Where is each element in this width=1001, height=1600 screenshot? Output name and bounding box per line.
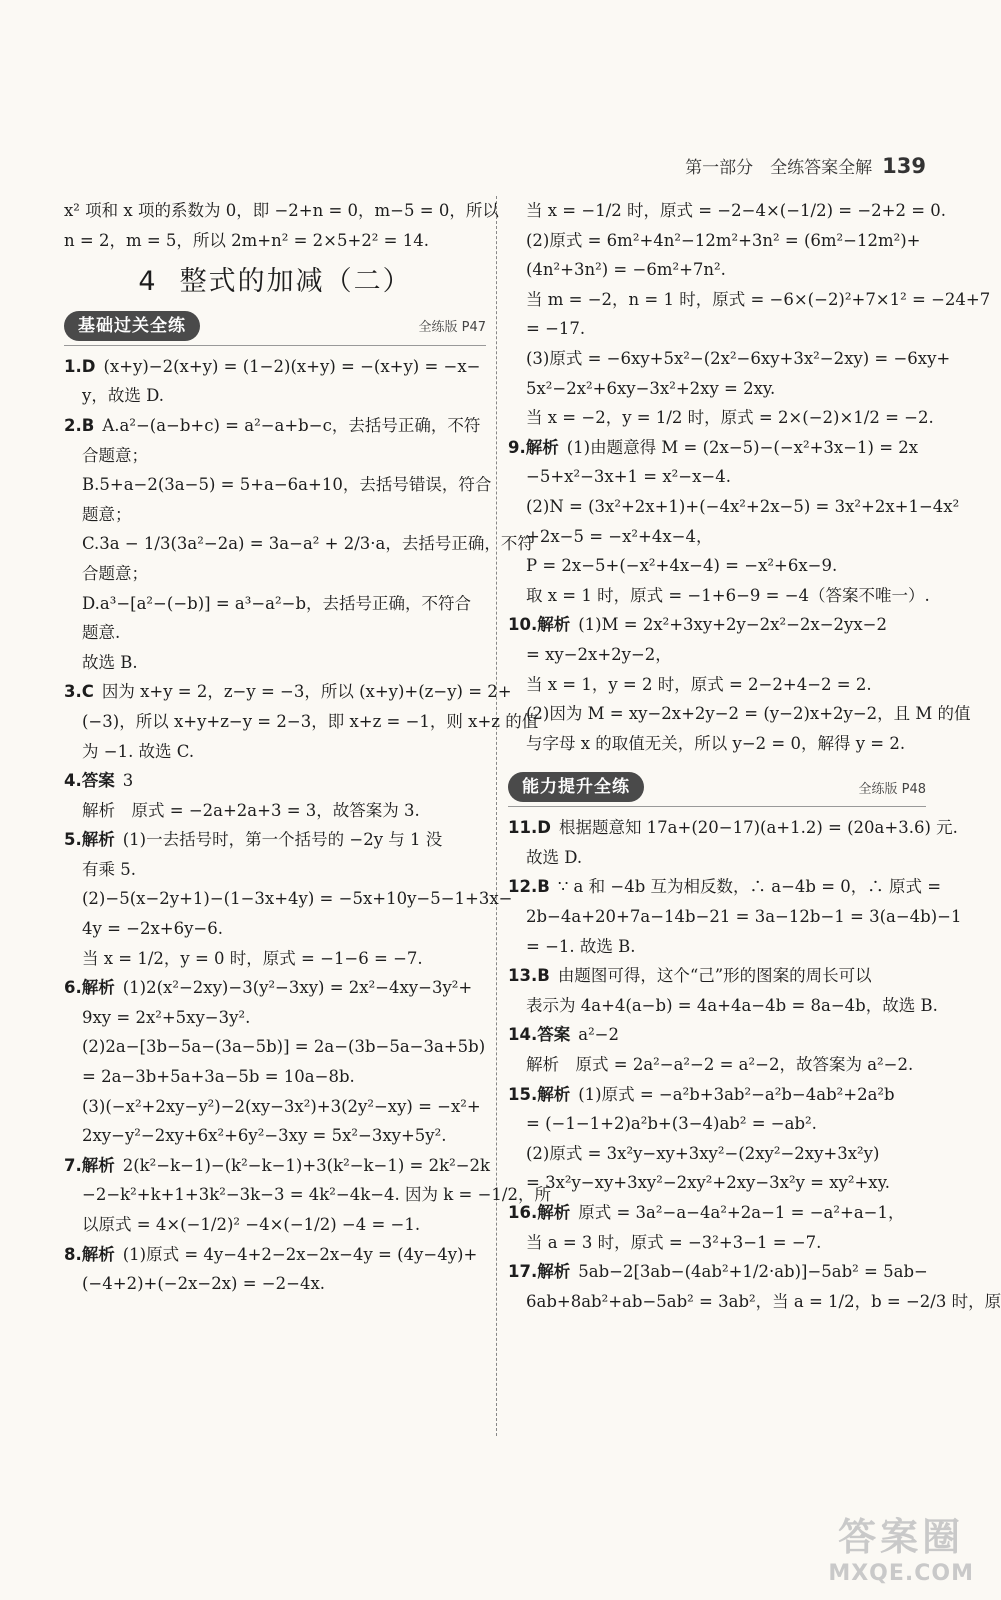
- answer-line: 9xy = 2x²+5xy−3y².: [82, 1007, 251, 1027]
- answer-text: (1)M = 2x²+3xy+2y−2x²−2x−2yx−2: [578, 615, 887, 635]
- answer-line: (2)2a−[3b−5a−(3a−5b)] = 2a−(3b−5a−3a+5b): [82, 1037, 486, 1057]
- section-heading-number: 4: [138, 266, 158, 298]
- answer-text: (1)2(x²−2xy)−3(y²−3xy) = 2x²−4xy−3y²+: [122, 978, 473, 998]
- answer-item: [508, 1257, 1001, 1316]
- answer-line: (−3)，所以 x+y+z−y = 2−3，即 x+z = −1，则 x+z 的值: [82, 711, 539, 731]
- answer-line: D.a³−[a²−(−b)] = a³−a²−b，去括号正确，不符合: [82, 593, 472, 613]
- answer-line: −5+x²−3x+1 = x²−x−4.: [526, 467, 731, 487]
- section-title: 第一部分 全练答案全解: [685, 158, 873, 178]
- intro-line: x² 项和 x 项的系数为 0，即 −2+n = 0，m−5 = 0，所以: [64, 201, 499, 220]
- watermark-logo-text: 答案圈: [838, 1515, 965, 1559]
- answer-label: 2.B: [64, 415, 95, 435]
- answer-label: 7.解析: [64, 1155, 115, 1175]
- right-column: [508, 196, 1001, 1316]
- answer-first-line: [64, 677, 512, 707]
- answer-line: 与字母 x 的取值无关，所以 y−2 = 0，解得 y = 2.: [526, 733, 906, 753]
- answer-line: (2)原式 = 3x²y−xy+3xy²−(2xy²−2xy+3x²y): [526, 1143, 880, 1163]
- right-answer-list-b: [508, 813, 1001, 1316]
- answer-text: 5ab−2[3ab−(4ab²+1/2·ab)]−5ab² = 5ab−: [578, 1262, 928, 1282]
- intro-line: n = 2，m = 5，所以 2m+n² = 2×5+2² = 14.: [64, 230, 429, 250]
- answer-first-line: [64, 1151, 491, 1181]
- answer-line: 题意.: [82, 623, 121, 643]
- answer-line: = −1. 故选 B.: [526, 936, 636, 956]
- column-divider: [496, 196, 497, 1436]
- answer-line: 2xy−y²−2xy+6x²+6y²−3xy = 5x²−3xy+5y².: [82, 1126, 447, 1146]
- answer-text: A.a²−(a−b+c) = a²−a+b−c，去括号正确，不符: [102, 415, 481, 435]
- answer-label: 12.B: [508, 877, 550, 897]
- answer-line: 故选 D.: [526, 847, 583, 867]
- answer-label: 13.B: [508, 966, 550, 986]
- answer-label: 4.答案: [64, 771, 115, 791]
- answer-line: (2)因为 M = xy−2x+2y−2 = (y−2)x+2y−2，且 M 的值: [526, 704, 971, 724]
- answer-text: 2(k²−k−1)−(k²−k−1)+3(k²−k−1) = 2k²−2k: [122, 1155, 491, 1175]
- answer-line: 解析 原式 = −2a+2a+3 = 3，故答案为 3.: [82, 800, 420, 820]
- answer-line: 解析 原式 = 2a²−a²−2 = a²−2，故答案为 a²−2.: [526, 1055, 914, 1075]
- answer-text: 因为 x+y = 2，z−y = −3，所以 (x+y)+(z−y) = 2+: [101, 682, 512, 702]
- continued-answer: [508, 196, 991, 433]
- answer-line: y，故选 D.: [82, 386, 164, 406]
- answer-first-line: [64, 1240, 486, 1270]
- answer-item: [64, 1240, 486, 1299]
- answer-line: 2b−4a+20+7a−14b−21 = 3a−12b−1 = 3(a−4b)−1: [526, 907, 962, 927]
- answer-line: P = 2x−5+(−x²+4x−4) = −x²+6x−9.: [526, 556, 838, 576]
- answer-line: 当 m = −2，n = 1 时，原式 = −6×(−2)²+7×1² = −24+7: [526, 289, 991, 309]
- answer-first-line: [508, 433, 926, 463]
- answer-first-line: [64, 411, 486, 441]
- answer-text: (x+y)−2(x+y) = (1−2)(x+y) = −(x+y) = −x−: [103, 356, 481, 376]
- answer-line: 合题意；: [82, 445, 148, 465]
- answer-label: 17.解析: [508, 1262, 571, 1282]
- answer-text: (1)原式 = 4y−4+2−2x−2x−4y = (4y−4y)+: [122, 1244, 478, 1264]
- answer-line: (2)−5(x−2y+1)−(1−3x+4y) = −5x+10y−5−1+3x−: [82, 889, 513, 909]
- answer-line: 合题意；: [82, 563, 148, 583]
- right-answer-list-a: [508, 433, 971, 759]
- answer-line: 题意；: [82, 504, 132, 524]
- site-watermark: [828, 1506, 974, 1586]
- answer-line: = 2a−3b+5a+3a−5b = 10a−8b.: [82, 1067, 355, 1087]
- answer-line: 5x²−2x²+6xy−3x²+2xy = 2xy.: [526, 378, 776, 398]
- answer-line: (3)(−x²+2xy−y²)−2(xy−3x²)+3(2y²−xy) = −x²+: [82, 1096, 481, 1116]
- answer-line: (2)N = (3x²+2x+1)+(−4x²+2x−5) = 3x²+2x+1−4x²: [526, 496, 960, 516]
- answer-item: [508, 813, 958, 872]
- answer-line: (2)原式 = 6m²+4n²−12m²+3n² = (6m²−12m²)+: [526, 230, 921, 250]
- answer-first-line: [508, 813, 958, 843]
- answer-first-line: [508, 1020, 926, 1050]
- answer-item: [508, 1080, 926, 1198]
- answer-text: a²−2: [578, 1025, 620, 1045]
- answer-line: +2x−5 = −x²+4x−4，: [526, 526, 713, 546]
- answer-first-line: [508, 1198, 926, 1228]
- answer-label: 10.解析: [508, 615, 571, 635]
- answer-first-line: [508, 961, 926, 991]
- answer-item: [508, 1198, 926, 1257]
- answer-first-line: [64, 766, 486, 796]
- answer-line: B.5+a−2(3a−5) = 5+a−6a+10，去括号错误，符合: [82, 475, 492, 495]
- answer-item: [508, 1020, 926, 1079]
- answer-line: (3)原式 = −6xy+5x²−(2x²−6xy+3x²−2xy) = −6xy+: [526, 348, 951, 368]
- page-header: [685, 153, 926, 178]
- banner-label: 基础过关全练: [64, 311, 200, 341]
- answer-line: 当 x = 1/2，y = 0 时，原式 = −1−6 = −7.: [82, 948, 423, 968]
- answer-label: 11.D: [508, 818, 551, 838]
- answer-item: [508, 433, 960, 611]
- answer-label: 3.C: [64, 682, 94, 702]
- answer-line: = −17.: [526, 319, 586, 339]
- answer-first-line: [508, 1257, 926, 1287]
- answer-first-line: [508, 872, 942, 902]
- answer-text: (1)由题意得 M = (2x−5)−(−x²+3x−1) = 2x: [566, 437, 919, 457]
- answer-text: 由题图可得，这个“己”形的图案的周长可以: [557, 966, 872, 986]
- page-number: 139: [882, 154, 926, 178]
- answer-label: 5.解析: [64, 830, 115, 850]
- answer-line: 4y = −2x+6y−6.: [82, 919, 223, 939]
- answer-item: [64, 825, 513, 973]
- answer-label: 14.答案: [508, 1025, 571, 1045]
- answer-line: (4n²+3n²) = −6m²+7n².: [526, 260, 726, 280]
- exercise-banner-advanced: [508, 772, 926, 807]
- banner-page-ref: 全练版 P47: [418, 320, 486, 336]
- answer-text: 原式 = 3a²−a−4a²+2a−1 = −a²+a−1，: [578, 1203, 905, 1222]
- answer-item: [64, 677, 539, 766]
- answer-line: = 3x²y−xy+3xy²−2xy²+2xy−3x²y = xy²+xy.: [526, 1173, 890, 1193]
- section-heading-text: 整式的加减（二）: [179, 266, 412, 298]
- answer-label: 9.解析: [508, 437, 559, 457]
- banner-page-ref: 全练版 P48: [858, 781, 926, 797]
- answer-label: 15.解析: [508, 1084, 571, 1104]
- answer-text: (1)原式 = −a²b+3ab²−a²b−4ab²+2a²b: [578, 1084, 895, 1104]
- answer-line: 当 x = 1，y = 2 时，原式 = 2−2+4−2 = 2.: [526, 674, 872, 694]
- answer-label: 8.解析: [64, 1244, 115, 1264]
- answer-line: 取 x = 1 时，原式 = −1+6−9 = −4（答案不唯一）.: [526, 585, 930, 605]
- answer-item: [508, 961, 938, 1020]
- exercise-banner-basic: [64, 311, 486, 346]
- answer-text: ∵ a 和 −4b 互为相反数，∴ a−4b = 0，∴ 原式 =: [557, 877, 942, 897]
- answer-line: 有乘 5.: [82, 859, 136, 879]
- answer-first-line: [64, 825, 486, 855]
- answer-line: 以原式 = 4×(−1/2)² −4×(−1/2) −4 = −1.: [82, 1215, 421, 1234]
- answer-line: 为 −1. 故选 C.: [82, 741, 195, 761]
- answer-label: 16.解析: [508, 1203, 571, 1222]
- answer-first-line: [64, 973, 486, 1003]
- answer-line: = (−1−1+2)a²b+(3−4)ab² = −ab².: [526, 1114, 817, 1134]
- answer-text: 3: [122, 771, 134, 791]
- answer-line: 当 a = 3 时，原式 = −3²+3−1 = −7.: [526, 1232, 822, 1252]
- watermark-url: MXQE.COM: [828, 1561, 974, 1586]
- answer-text: (1)一去括号时，第一个括号的 −2y 与 1 没: [122, 830, 443, 850]
- answer-first-line: [64, 352, 486, 382]
- answer-line: 6ab+8ab²+ab−5ab² = 3ab²，当 a = 1/2，b = −2/3 时，原: [526, 1291, 1001, 1311]
- answer-first-line: [508, 610, 926, 640]
- answer-label: 1.D: [64, 356, 96, 376]
- answer-item: [508, 872, 962, 961]
- answer-item: [508, 610, 971, 758]
- answer-line: 当 x = −1/2 时，原式 = −2−4×(−1/2) = −2+2 = 0.: [526, 201, 947, 220]
- answer-first-line: [508, 1080, 926, 1110]
- answer-line: (−4+2)+(−2x−2x) = −2−4x.: [82, 1274, 325, 1294]
- answer-item: [64, 766, 486, 825]
- answer-line: = xy−2x+2y−2，: [526, 644, 672, 664]
- answer-line: 故选 B.: [82, 652, 138, 672]
- section-heading: [64, 267, 486, 297]
- answer-label: 6.解析: [64, 978, 115, 998]
- answer-line: 当 x = −2，y = 1/2 时，原式 = 2×(−2)×1/2 = −2.: [526, 408, 934, 428]
- answer-line: −2−k²+k+1+3k²−3k−3 = 4k²−4k−4. 因为 k = −1/2，所: [82, 1185, 551, 1205]
- answer-line: 表示为 4a+4(a−b) = 4a+4a−4b = 8a−4b，故选 B.: [526, 995, 938, 1015]
- answer-item: [64, 973, 486, 1151]
- answer-line: C.3a − 1/3(3a²−2a) = 3a−a² + 2/3·a，去括号正确，不符: [82, 534, 534, 554]
- banner-label: 能力提升全练: [508, 772, 644, 802]
- answer-text: 根据题意知 17a+(20−17)(a+1.2) = (20a+3.6) 元.: [558, 818, 958, 838]
- answer-item: [64, 352, 486, 411]
